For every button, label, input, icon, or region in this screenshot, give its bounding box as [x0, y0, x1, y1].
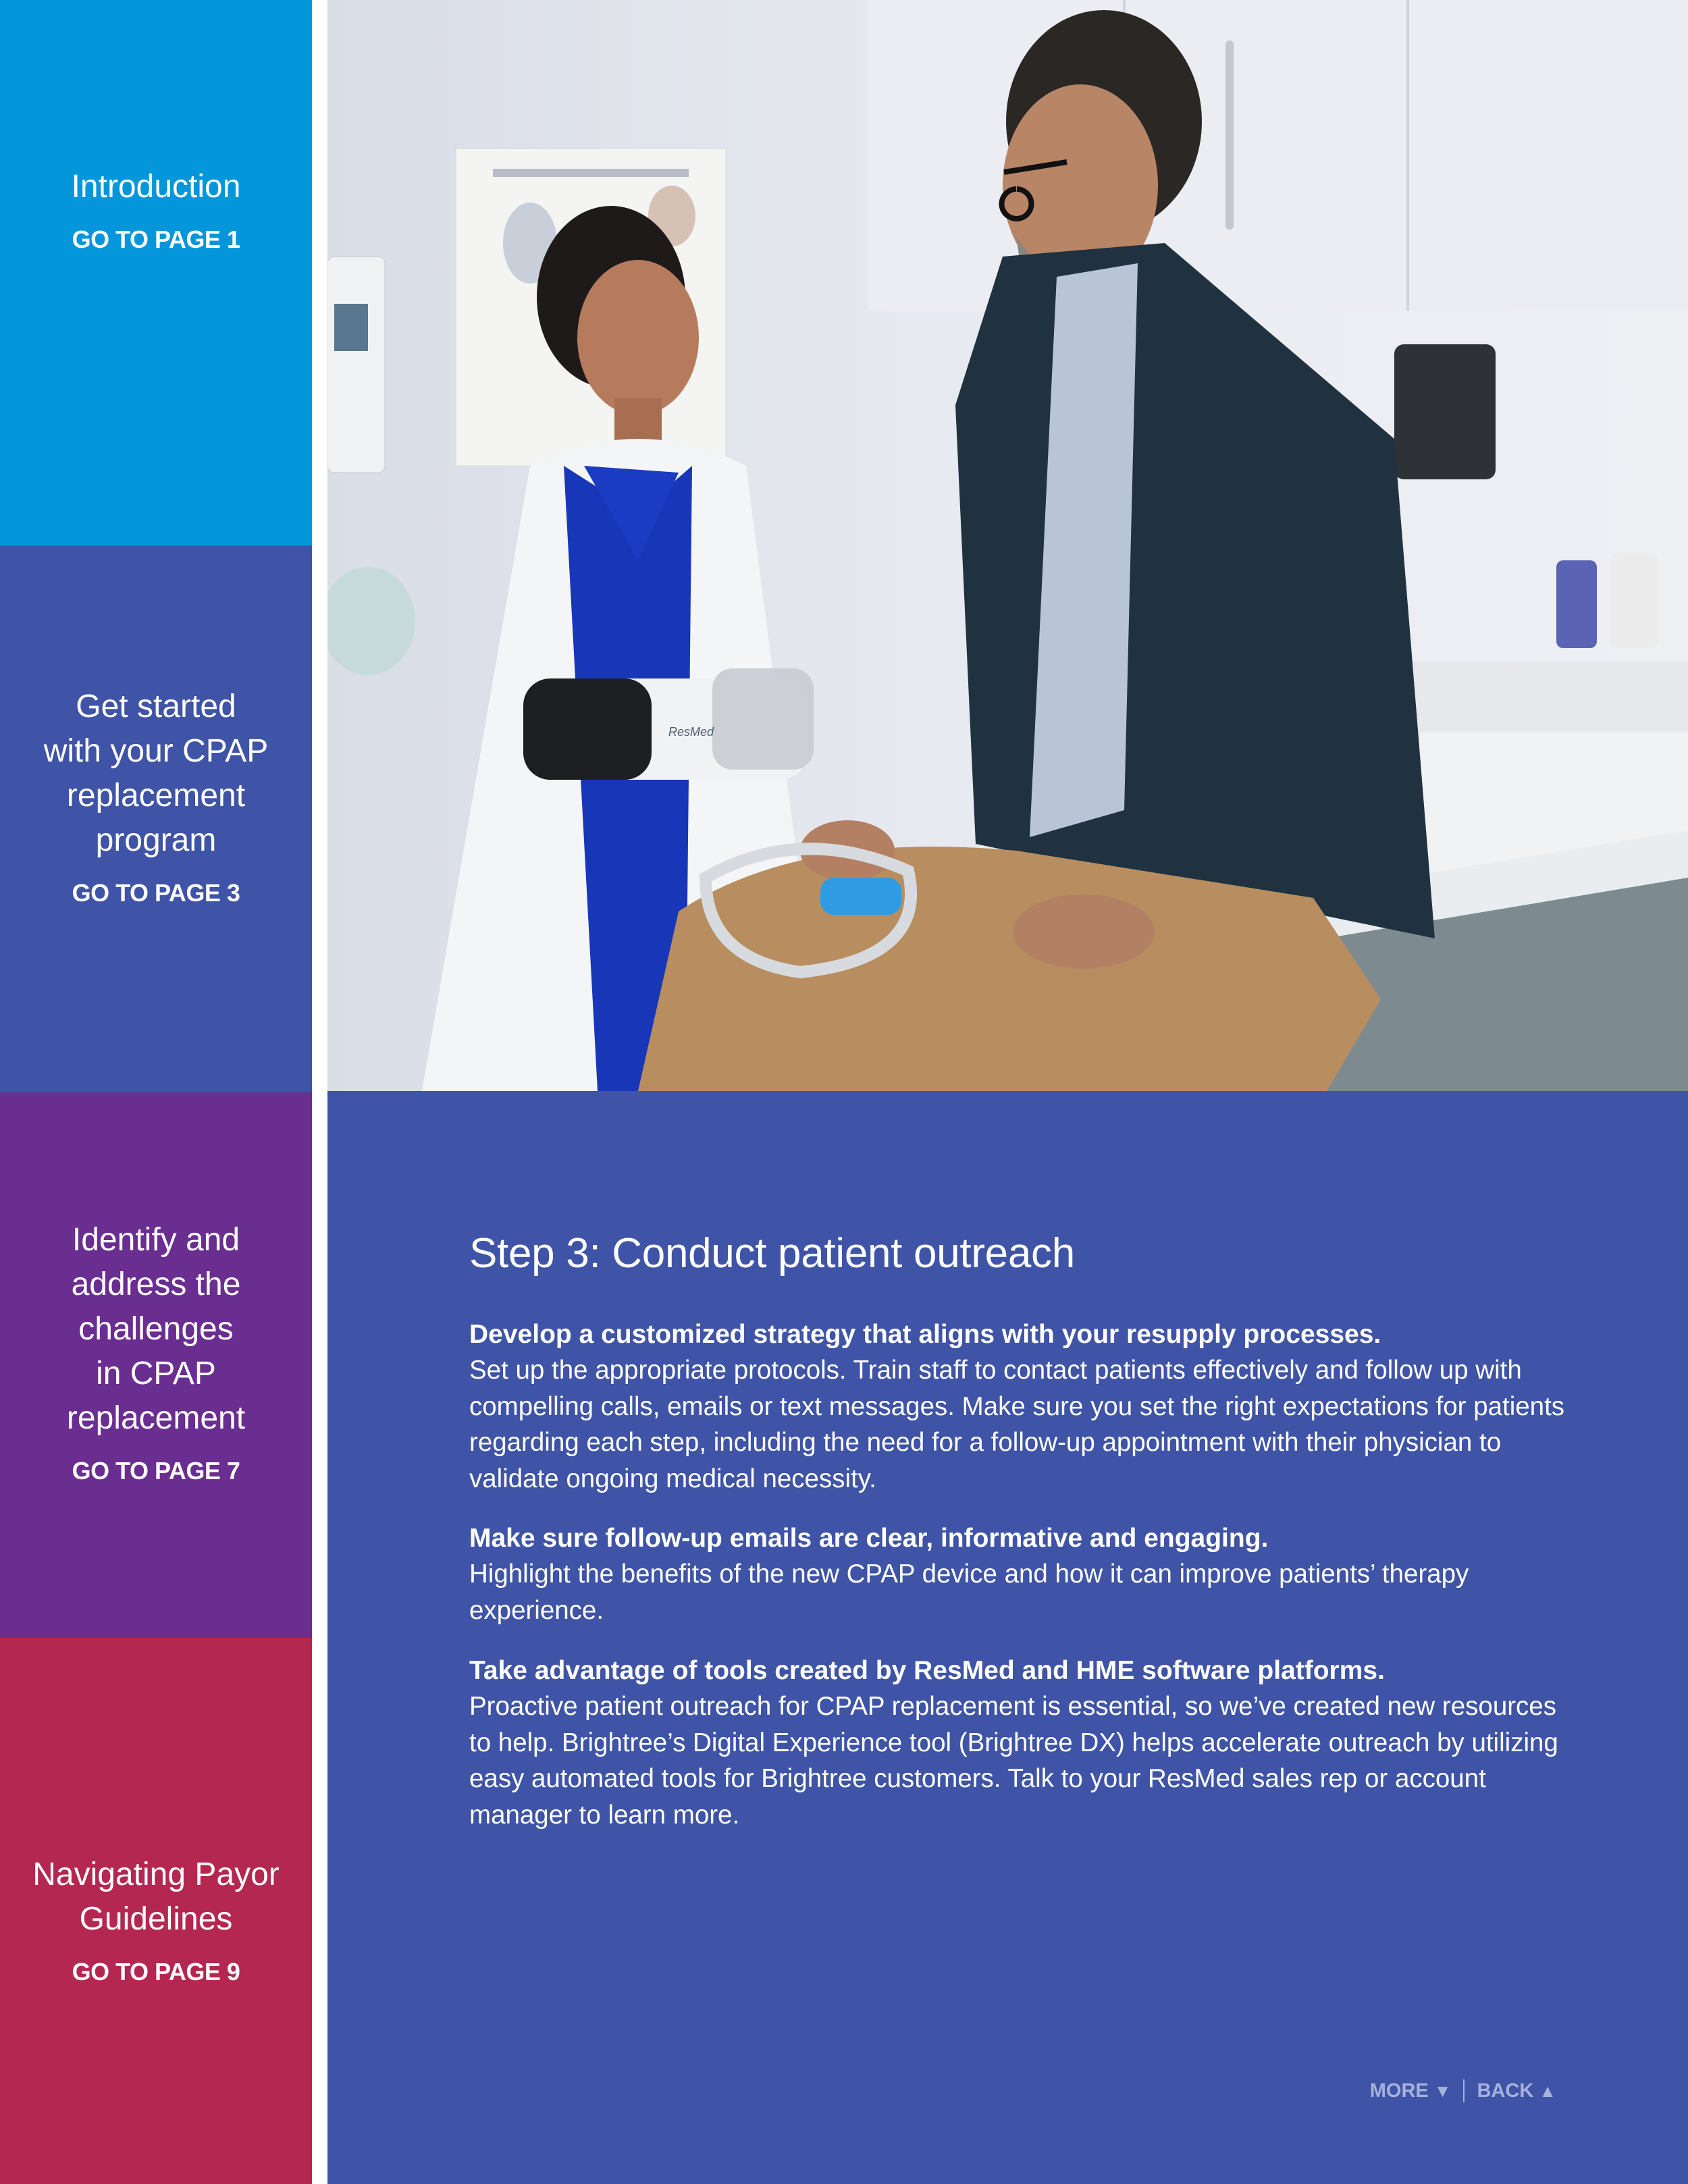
hero-photo: [327, 0, 1688, 1091]
section-body: Highlight the benefits of the new CPAP device and how it can improve patients’ therapy experience.: [469, 1560, 1469, 1625]
section-heading: Make sure follow-up emails are clear, informative and engaging.: [469, 1524, 1269, 1553]
resmed-device-logo: ResMed: [668, 725, 714, 739]
nav-identify-challenges[interactable]: [0, 1092, 312, 1638]
cpap-device: [523, 668, 814, 780]
more-link[interactable]: MORE ▼: [1369, 2079, 1452, 2102]
page-footer-nav: [1370, 2079, 1556, 2102]
go-to-page-3-link[interactable]: GO TO PAGE 3: [72, 879, 240, 907]
go-to-page-7-link[interactable]: GO TO PAGE 7: [72, 1457, 240, 1485]
page-title: Step 3: Conduct patient outreach: [469, 1230, 1075, 1277]
clinic-consultation-illustration: [327, 0, 1688, 1091]
nav-get-started[interactable]: [0, 545, 312, 1092]
back-link[interactable]: BACK ▲: [1477, 2079, 1556, 2102]
nav-title: Identify and address the challenges in CPAP replacement: [66, 1222, 246, 1436]
triangle-down-icon: ▼: [1433, 2080, 1452, 2101]
triangle-up-icon: ▲: [1539, 2080, 1556, 2101]
section-heading: Develop a customized strategy that aligns with your resupply processes.: [469, 1320, 1381, 1349]
section-body: Proactive patient outreach for CPAP replacement is essential, so we’ve created new resources to help. Brightree’s Digital Experience tool (Brightree DX) helps accelerate outreach by utilizing easy automated tools for Brightree customers. Talk to your ResMed sales rep or account manager to learn more.: [469, 1692, 1558, 1830]
nav-title: Navigating Payor Guidelines: [32, 1856, 280, 1937]
nav-payor-guidelines[interactable]: [0, 1638, 312, 2184]
go-to-page-1-link[interactable]: GO TO PAGE 1: [72, 225, 240, 253]
nav-introduction[interactable]: [0, 0, 312, 545]
section-heading: Take advantage of tools created by ResMed and HME software platforms.: [469, 1656, 1385, 1685]
section-tools: [469, 1653, 1577, 1833]
content-panel: [327, 1091, 1688, 2184]
section-followup-emails: [469, 1520, 1577, 1628]
nav-title: Introduction: [71, 169, 241, 205]
section-body: Set up the appropriate protocols. Train staff to contact patients effectively and follow up with compelling calls, emails or text messages. Make sure you set the right expectations for patients regarding each step, including the need for a follow-up appointment with their physician to validate ongoing medical necessity.: [469, 1356, 1565, 1493]
sidebar-nav: [0, 0, 312, 2184]
nav-title: Get started with your CPAP replacement program: [43, 689, 269, 858]
go-to-page-9-link[interactable]: GO TO PAGE 9: [72, 1957, 240, 1986]
section-strategy: [469, 1316, 1577, 1497]
divider: [1463, 2079, 1465, 2102]
